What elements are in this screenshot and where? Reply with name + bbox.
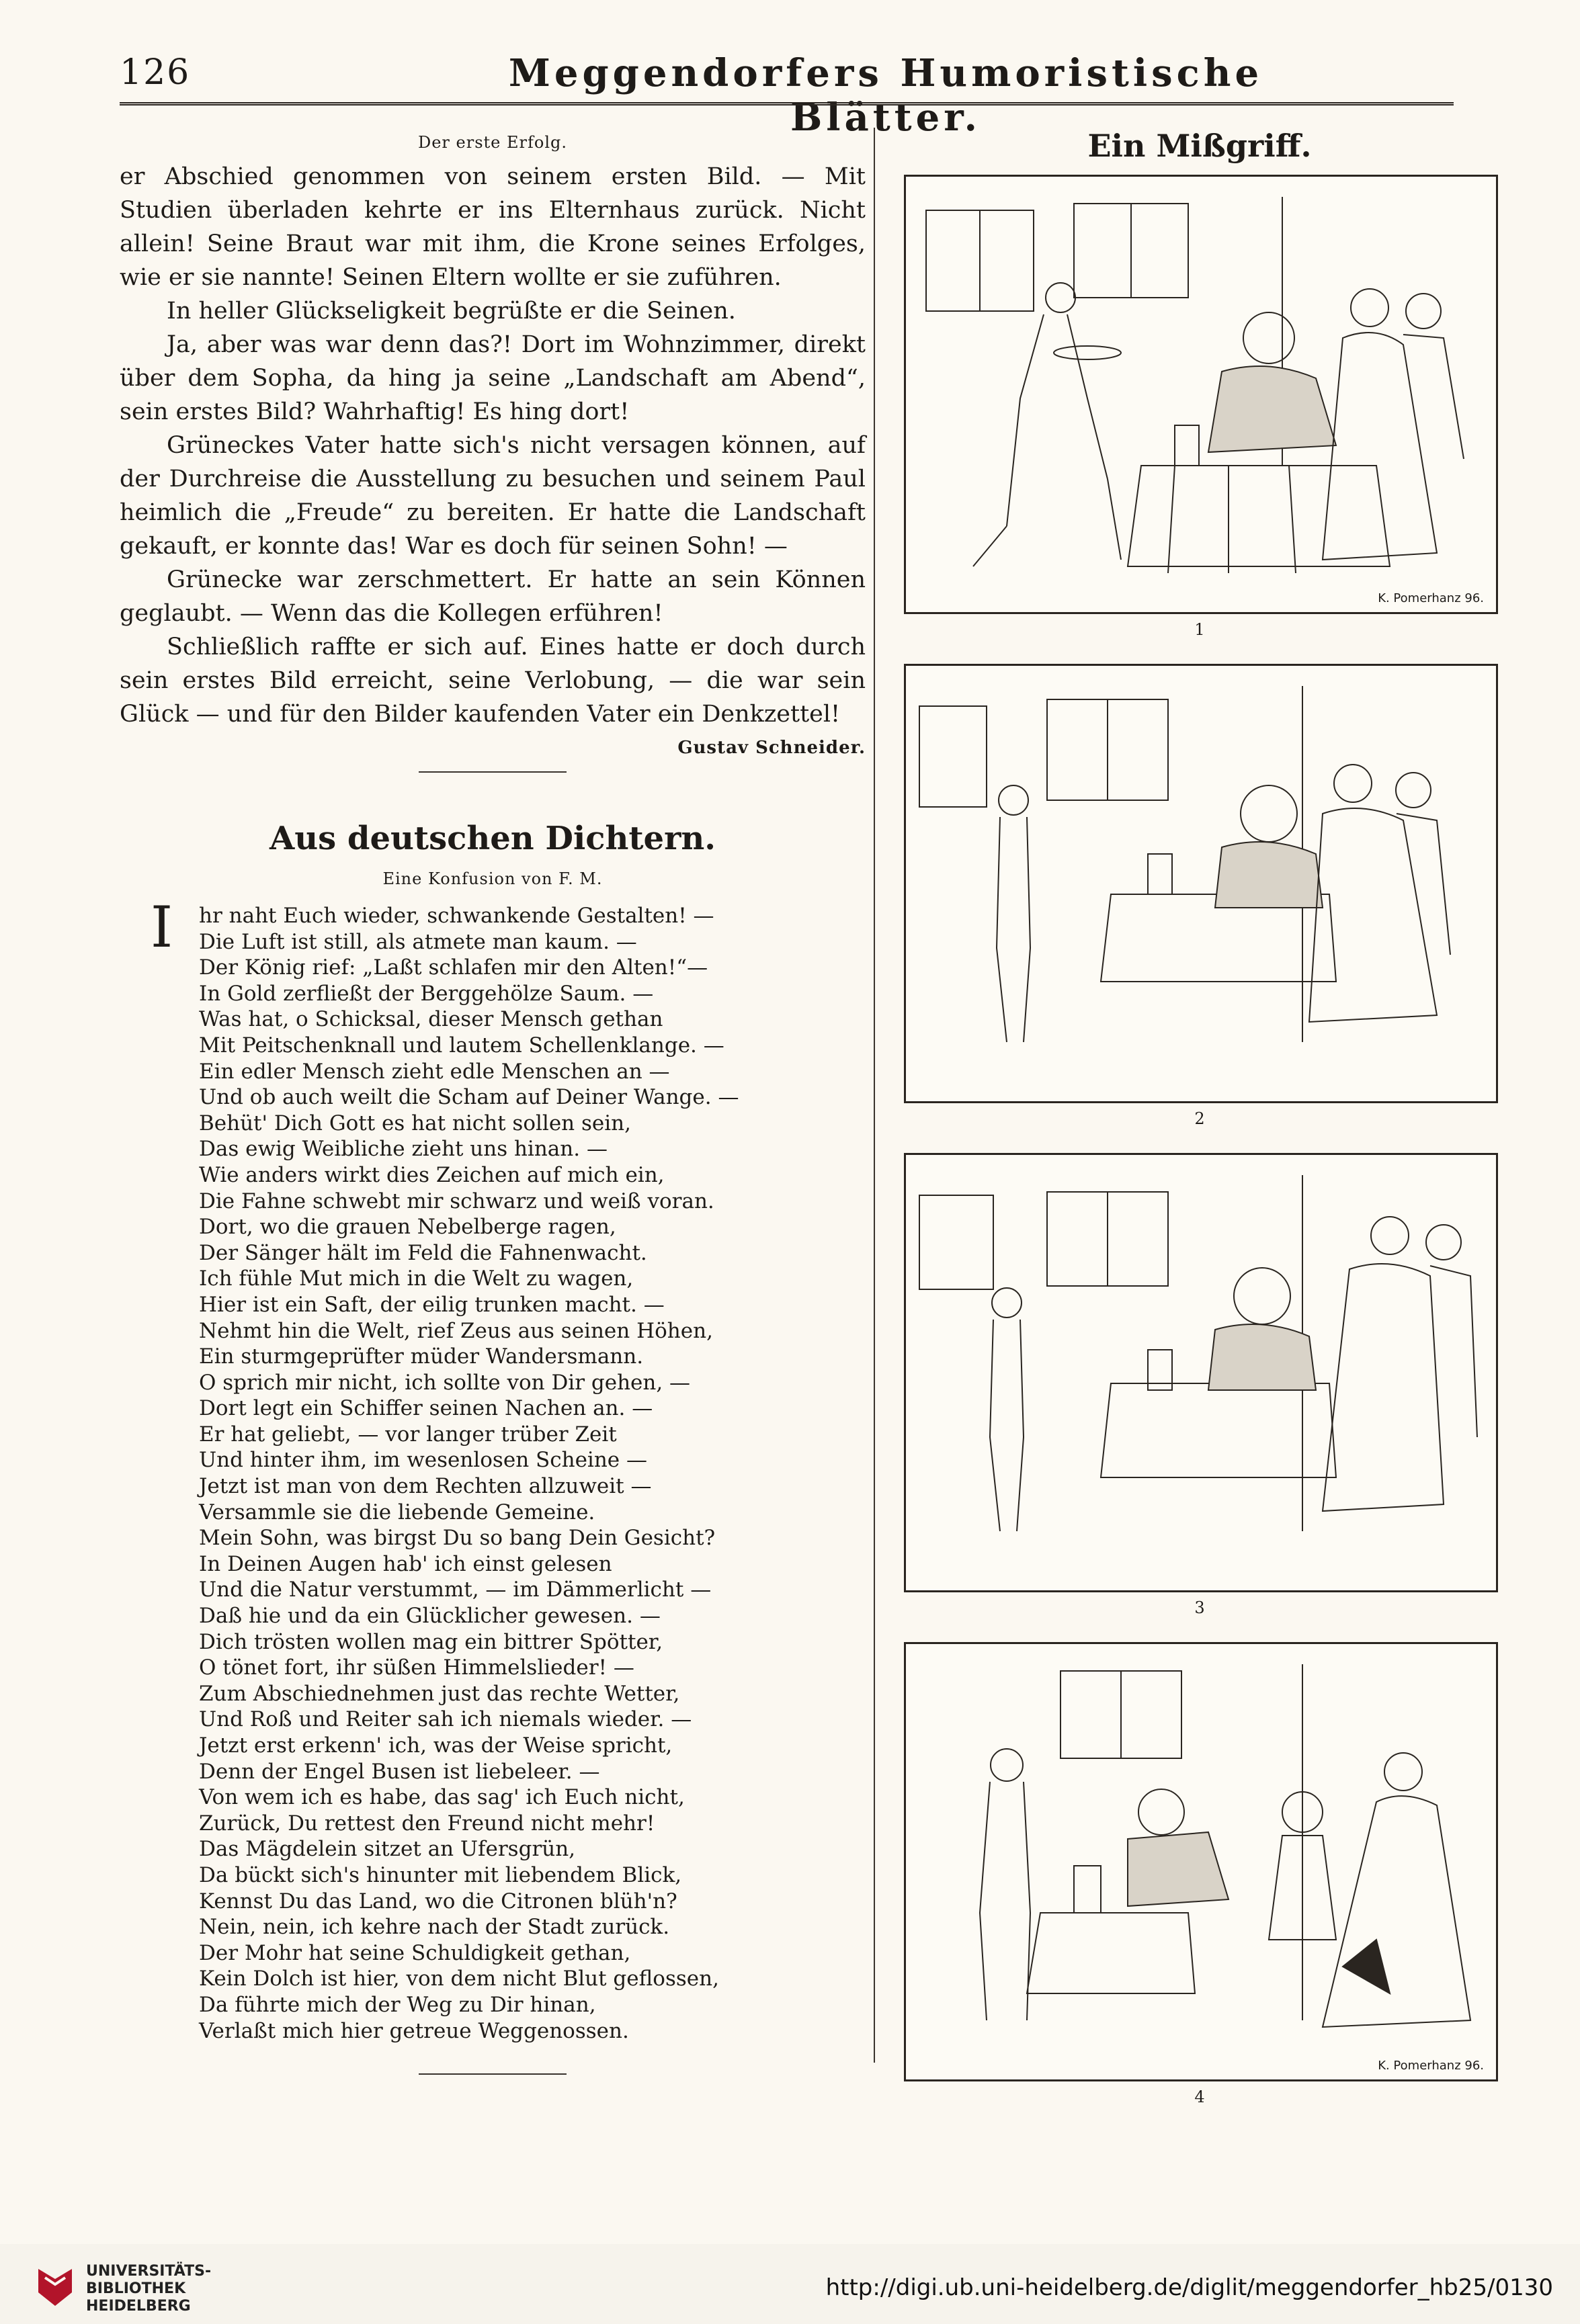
poem-line: Nehmt hin die Welt, rief Zeus aus seinen Höhen, [199, 1318, 713, 1343]
poem-title: Aus deutschen Dichtern. [269, 820, 716, 857]
poem-line: Verlaßt mich hier getreue Weggenossen. [199, 2018, 629, 2043]
poem-line: Behüt' Dich Gott es hat nicht sollen sein, [199, 1111, 631, 1135]
poem-line: Ein sturmgeprüfter müder Wandersmann. [199, 1344, 644, 1369]
poem-body [151, 894, 866, 2044]
story-paragraph: Ja, aber was war denn das?! Dort im Wohnzimmer, direkt über dem Sopha, da hing ja seine „Landschaft am Abend“, sein erstes Bild? Wahrhaftig! Es hing dort! [120, 331, 866, 425]
left-column [120, 128, 866, 2075]
poem-line: Jetzt ist man von dem Rechten allzuweit — [199, 1474, 652, 1499]
poem-line: Das Mägdelein sitzet an Ufersgrün, [199, 1837, 576, 1862]
poem-line: Ich fühle Mut mich in die Welt zu wagen, [199, 1266, 634, 1291]
poem-line: Denn der Engel Busen ist liebeleer. — [199, 1759, 600, 1784]
poem-line: Die Luft ist still, als atmete man kaum. — [199, 929, 637, 954]
comic-panel-2 [904, 664, 1498, 1103]
poem-line: Der Sänger hält im Feld die Fahnenwacht. [199, 1240, 647, 1265]
poem-line: Versammle sie die liebende Gemeine. [199, 1500, 595, 1524]
story-paragraph: Grüneckes Vater hatte sich's nicht versagen können, auf der Durchreise die Ausstellung zu besuchen und seinem Paul heimlich die „Freude“ zu bereiten. Er hatte die Landschaft gekauft, er konnte das! War es doch für seinen Sohn! — [120, 432, 866, 560]
artist-signature: K. Pomerhanz 96. [1378, 591, 1484, 605]
story-paragraph: er Abschied genommen von seinem ersten Bild. — Mit Studien überladen kehrte er ins Elternhaus zurück. Nicht allein! Seine Braut war mit ihm, die Krone seines Erfolges, wie er sie nannte! Seinen Eltern wollte er sie zuführen. [120, 163, 866, 291]
panel-number: 3 [1194, 1598, 1205, 1617]
artist-signature: K. Pomerhanz 96. [1378, 2059, 1484, 2073]
poem-line: Von wem ich es habe, das sag' ich Euch nicht, [199, 1785, 685, 1810]
poem-line: Und ob auch weilt die Scham auf Deiner Wange. — [199, 1085, 739, 1110]
section-separator [419, 771, 567, 773]
poem-line: Zum Abschiednehmen just das rechte Wetter, [199, 1681, 680, 1706]
panel-number: 4 [1194, 2088, 1205, 2106]
column-divider [874, 128, 875, 2063]
library-name-line: BIBLIOTHEK [86, 2280, 186, 2297]
poem-line: Da führte mich der Weg zu Dir hinan, [199, 1992, 596, 2017]
poem-line: In Deinen Augen hab' ich einst gelesen [199, 1551, 612, 1576]
poem-line: Dort legt ein Schiffer seinen Nachen an. — [199, 1396, 653, 1421]
page-number: 126 [120, 52, 191, 93]
poem-line: O tönet fort, ihr süßen Himmelslieder! — [199, 1655, 634, 1680]
poem-line: Zurück, Du rettest den Freund nicht mehr! [199, 1811, 655, 1836]
panel-number: 2 [1194, 1109, 1205, 1128]
story-author: Gustav Schneider. [677, 738, 866, 758]
poem-line: Nein, nein, ich kehre nach der Stadt zurück. [199, 1915, 670, 1940]
poem-line: O sprich mir nicht, ich sollte von Dir gehen, — [199, 1370, 691, 1395]
poem-line: Dort, wo die grauen Nebelberge ragen, [199, 1215, 616, 1240]
illustration-waiter-serving [906, 177, 1496, 612]
poem-line: Und hinter ihm, im wesenlosen Scheine — [199, 1448, 647, 1473]
running-title: Meggendorfers Humoristische Blätter. [508, 51, 1263, 140]
story-paragraph: Grünecke war zerschmettert. Er hatte an sein Können geglaubt. — Wenn das die Kollegen erführen! [120, 566, 866, 627]
poem-line: Jetzt erst erkenn' ich, was der Weise spricht, [199, 1733, 673, 1758]
poem-subtitle: Eine Konfusion von F. M. [382, 869, 603, 888]
library-name-line: HEIDELBERG [86, 2298, 191, 2315]
poem-line: Ihr naht Euch wieder, schwankende Gestalten! — [151, 894, 714, 960]
section-separator [419, 2073, 567, 2075]
poem-line: Mit Peitschenknall und lautem Schellenklange. — [199, 1033, 724, 1058]
poem-line: Kein Dolch ist hier, von dem nicht Blut geflossen, [199, 1967, 719, 1991]
library-name-line: UNIVERSITÄTS- [86, 2263, 212, 2280]
story-subtitle: Der erste Erfolg. [417, 133, 567, 152]
illustration-stained-dress [906, 1644, 1496, 2079]
page-header [120, 48, 1457, 140]
poem-line: Das ewig Weibliche zieht uns hinan. — [199, 1137, 608, 1162]
comic-panel-1 [904, 175, 1498, 614]
poem-line: Und Roß und Reiter sah ich niemals wieder. — [199, 1707, 692, 1732]
header-rule [120, 102, 1454, 105]
illustration-guest-spills [906, 1155, 1496, 1590]
poem-line: Dich trösten wollen mag ein bittrer Spötter, [199, 1629, 663, 1654]
illustration-guest-with-napkin [906, 666, 1496, 1101]
right-column [904, 128, 1495, 2131]
library-name [86, 2263, 211, 2315]
poem-line: Kennst Du das Land, wo die Citronen blüh'n? [199, 1889, 677, 1913]
comic-panel-4 [904, 1642, 1498, 2081]
poem-line: Der Mohr hat seine Schuldigkeit gethan, [199, 1940, 631, 1965]
poem-line: Er hat geliebt, — vor langer trüber Zeit [199, 1422, 617, 1447]
poem-line: Was hat, o Schicksal, dieser Mensch gethan [199, 1007, 663, 1032]
source-url-link[interactable]: http://digi.ub.uni-heidelberg.de/diglit/meggendorfer_hb25/0130 [825, 2274, 1553, 2301]
library-logo-icon [35, 2266, 75, 2313]
poem-line: Der König rief: „Laßt schlafen mir den Alten!“— [199, 955, 708, 980]
poem-line: Die Fahne schwebt mir schwarz und weiß voran. [199, 1189, 714, 1213]
poem-line: Wie anders wirkt dies Zeichen auf mich ein, [199, 1162, 665, 1187]
comic-title: Ein Mißgriff. [1087, 128, 1312, 164]
poem-line: Ein edler Mensch zieht edle Menschen an — [199, 1059, 670, 1084]
poem-line: In Gold zerfließt der Berggehölze Saum. — [199, 981, 654, 1006]
poem-line: Mein Sohn, was birgst Du so bang Dein Gesicht? [199, 1526, 716, 1551]
poem-line: Da bückt sich's hinunter mit liebendem Blick, [199, 1862, 682, 1887]
poem-line: Daß hie und da ein Glücklicher gewesen. — [199, 1604, 661, 1629]
poem-line: Hier ist ein Saft, der eilig trunken macht. — [199, 1292, 665, 1317]
poem-line: Und die Natur verstummt, — im Dämmerlicht — [199, 1578, 712, 1602]
story-paragraph: In heller Glückseligkeit begrüßte er die Seinen. [167, 298, 736, 325]
story-paragraph: Schließlich raffte er sich auf. Eines hatte er doch durch sein erstes Bild erreicht, seine Verlobung, — die war sein Glück — und für den Bilder kaufenden Vater ein Denkzettel! [120, 634, 866, 728]
comic-panel-3 [904, 1153, 1498, 1592]
panel-number: 1 [1194, 620, 1205, 639]
